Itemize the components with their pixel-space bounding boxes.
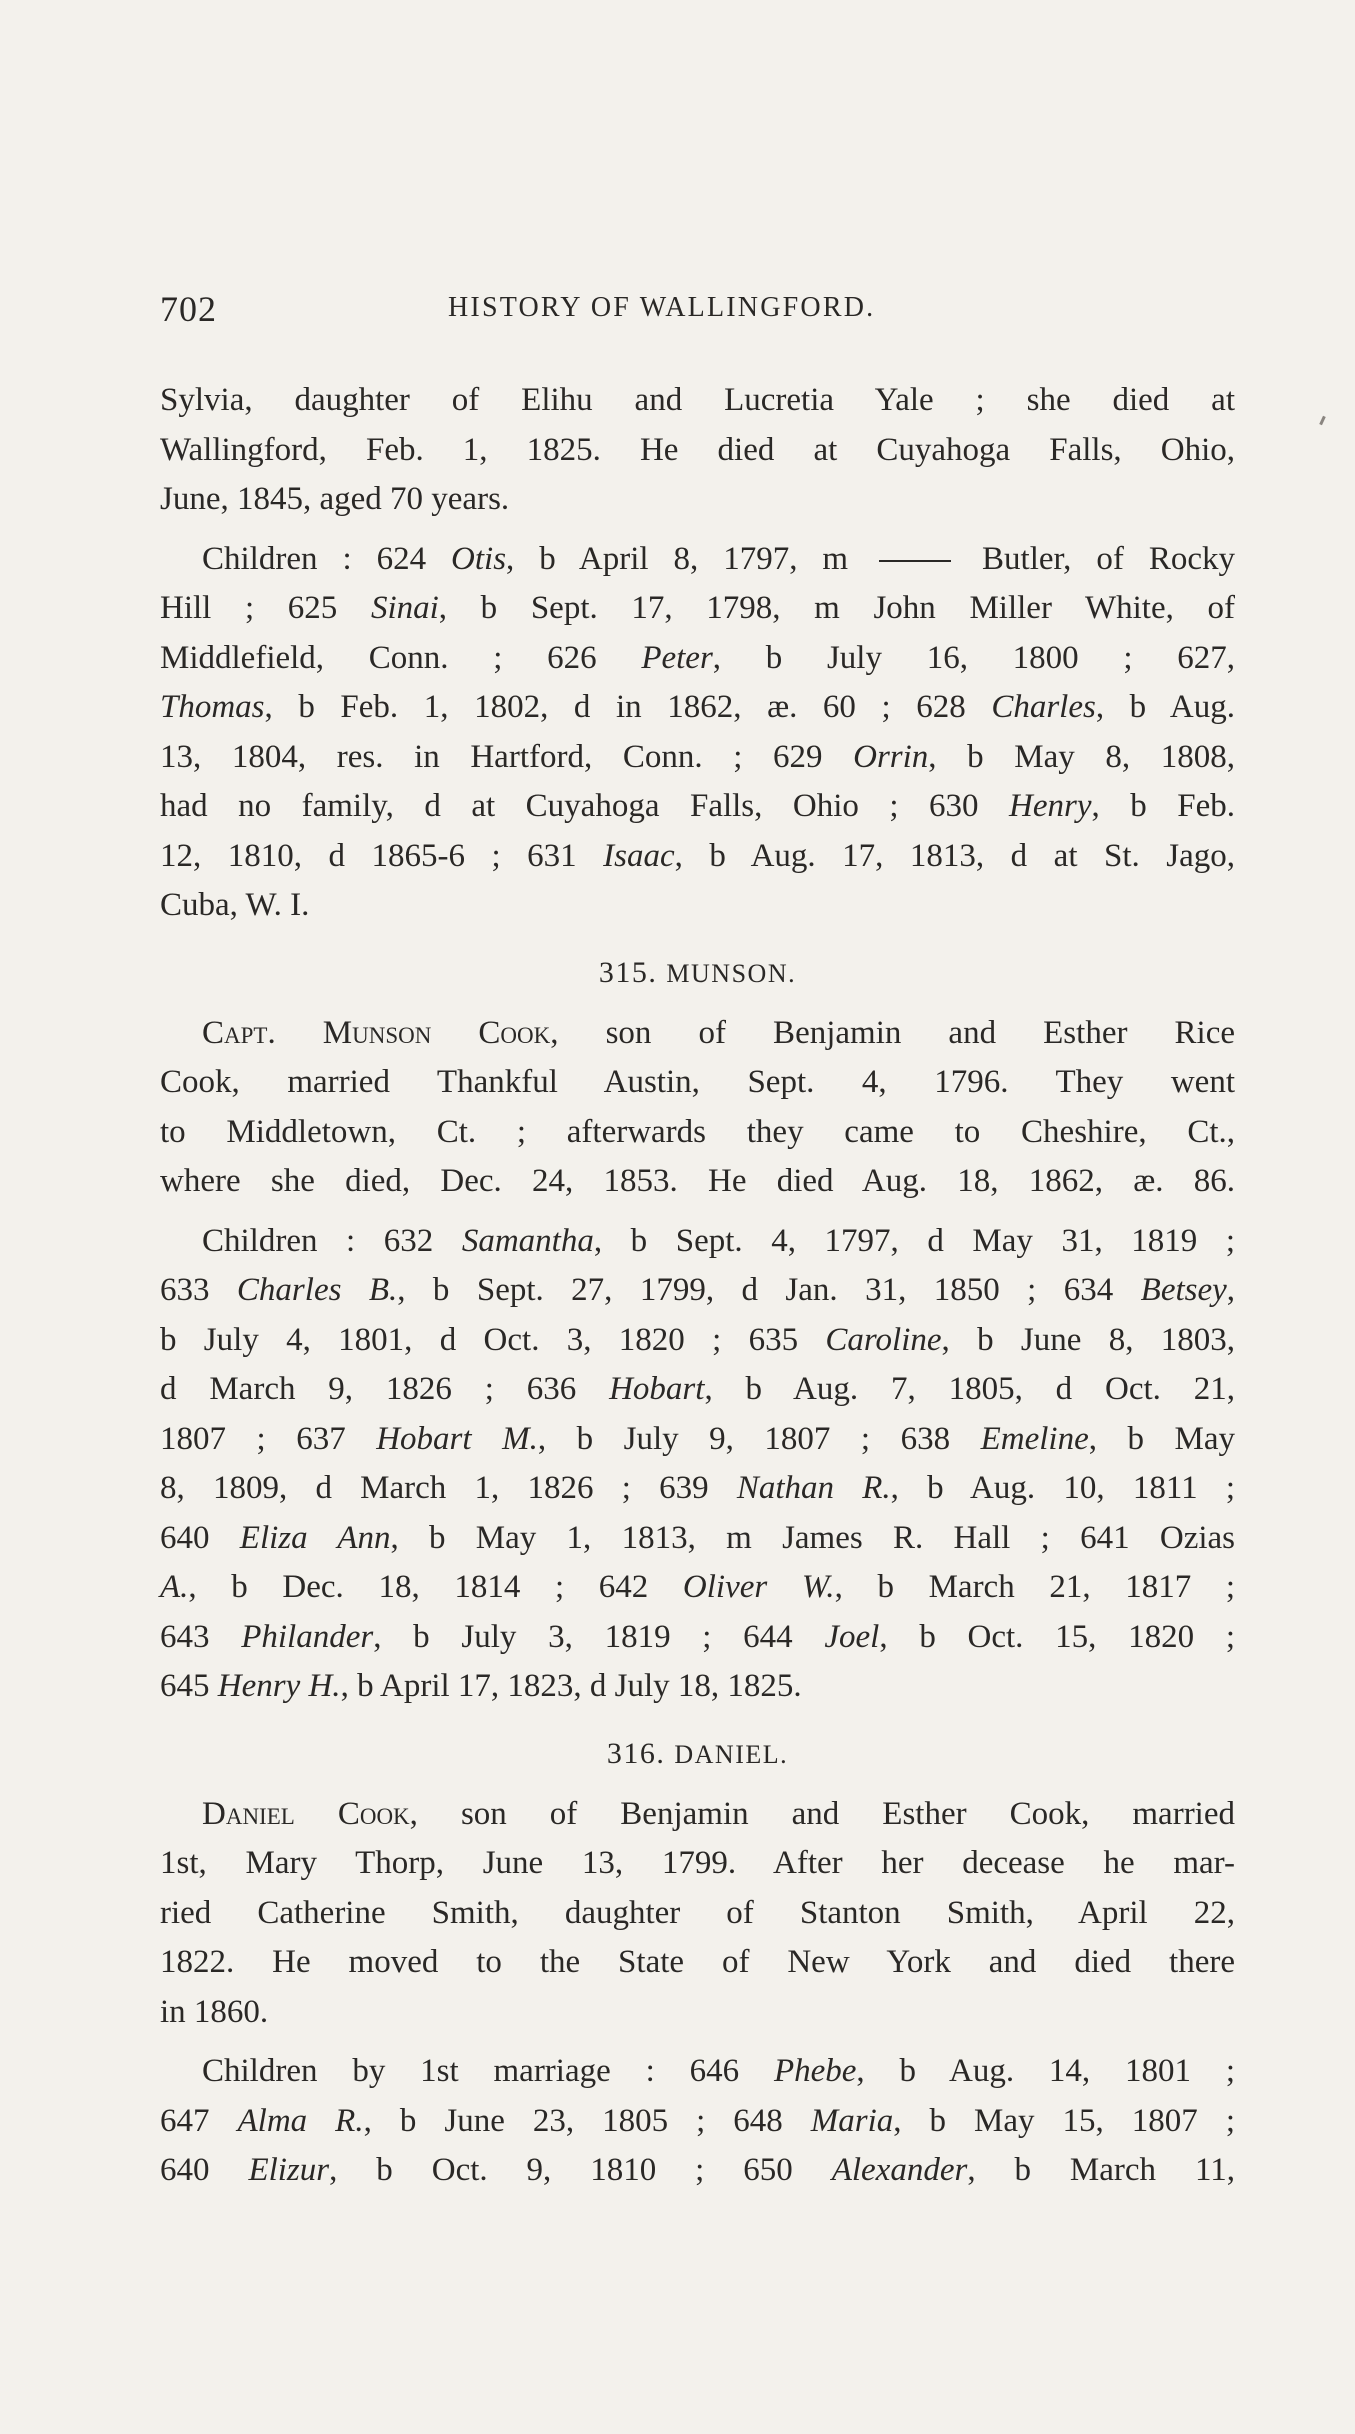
children-paragraph [160,1217,1235,1712]
text-line: 13, 1804, res. in Hartford, Conn. ; 629 Orrin, b May 8, 1808, [160,738,1235,775]
body-text [160,376,1235,2196]
text-line: 12, 1810, d 1865-6 ; 631 Isaac, b Aug. 17, 1813, d at St. Jago, [160,837,1235,874]
text-line: June, 1845, aged 70 years. [160,481,510,517]
text-line: in 1860. [160,1993,269,2030]
running-title: HISTORY OF WALLINGFORD. [448,292,876,323]
section-heading [160,947,1235,999]
text-line: b July 4, 1801, d Oct. 3, 1820 ; 635 Caroline, b June 8, 1803, [160,1321,1235,1358]
text-line: 1st, Mary Thorp, June 13, 1799. After her decease he mar- [160,1845,1235,1881]
text-line: 640 Elizur, b Oct. 9, 1810 ; 650 Alexander, b March 11, [160,2152,1236,2188]
section-title: MUNSON. [666,958,797,988]
section-number: 315. [598,955,658,989]
text-line: Cuba, W. I. [160,887,310,923]
text-line: 640 Eliza Ann, b May 1, 1813, m James R. Hall ; 641 Ozias [160,1519,1235,1556]
text-line: 1807 ; 637 Hobart M., b July 9, 1807 ; 638 Emeline, b May [160,1420,1236,1457]
section-paragraph [160,1009,1235,1207]
paper-speck [1319,416,1326,425]
section-number: 316. [606,1736,666,1770]
text-line: Children : 632 Samantha, b Sept. 4, 1797, d May 31, 1819 ; [202,1222,1235,1259]
children-paragraph [160,535,1235,931]
text-line: 643 Philander, b July 3, 1819 ; 644 Joel, b Oct. 15, 1820 ; [160,1618,1235,1655]
text-line: Middlefield, Conn. ; 626 Peter, b July 16, 1800 ; 627, [160,639,1235,676]
text-line: 645 Henry H., b April 17, 1823, d July 18, 1825. [160,1668,802,1704]
text-line: had no family, d at Cuyahoga Falls, Ohio ; 630 Henry, b Feb. [160,788,1235,824]
text-line: 647 Alma R., b June 23, 1805 ; 648 Maria, b May 15, 1807 ; [160,2102,1235,2139]
text-line: Sylvia, daughter of Elihu and Lucretia Yale ; she died at [160,382,1235,418]
text-line: Children by 1st marriage : 646 Phebe, b Aug. 14, 1801 ; [202,2053,1235,2089]
continuation-paragraph [160,376,1235,525]
section-heading [160,1728,1235,1780]
text-line: Thomas, b Feb. 1, 1802, d in 1862, æ. 60 ; 628 Charles, b Aug. [160,689,1235,725]
text-line: d March 9, 1826 ; 636 Hobart, b Aug. 7, 1805, d Oct. 21, [160,1371,1235,1407]
text-line: Daniel Cook, son of Benjamin and Esther Cook, married [202,1795,1235,1832]
text-line: 8, 1809, d March 1, 1826 ; 639 Nathan R., b Aug. 10, 1811 ; [160,1470,1235,1506]
text-line: 1822. He moved to the State of New York and died there [160,1944,1235,1980]
text-line: ried Catherine Smith, daughter of Stanton Smith, April 22, [160,1894,1235,1931]
text-line: Wallingford, Feb. 1, 1825. He died at Cuyahoga Falls, Ohio, [160,431,1235,468]
text-line: Cook, married Thankful Austin, Sept. 4, 1796. They went [160,1064,1235,1100]
page-number: 702 [160,289,217,329]
children-paragraph [160,2047,1235,2196]
text-line: 633 Charles B., b Sept. 27, 1799, d Jan. 31, 1850 ; 634 Betsey, [160,1272,1236,1308]
text-line: where she died, Dec. 24, 1853. He died Aug. 18, 1862, æ. 86. [160,1163,1235,1199]
text-line: to Middletown, Ct. ; afterwards they came to Cheshire, Ct., [160,1113,1235,1150]
section-title: DANIEL. [674,1739,789,1769]
text-line: Children : 624 Otis, b April 8, 1797, m Butler, of Rocky [202,540,1235,577]
blank-dash [879,560,951,562]
text-line: A., b Dec. 18, 1814 ; 642 Oliver W., b March 21, 1817 ; [160,1569,1236,1605]
text-line: Hill ; 625 Sinai, b Sept. 17, 1798, m John Miller White, of [160,590,1235,626]
page-header [160,288,1235,348]
text-line: Capt. Munson Cook, son of Benjamin and Esther Rice [202,1014,1235,1051]
section-paragraph [160,1790,1235,2038]
